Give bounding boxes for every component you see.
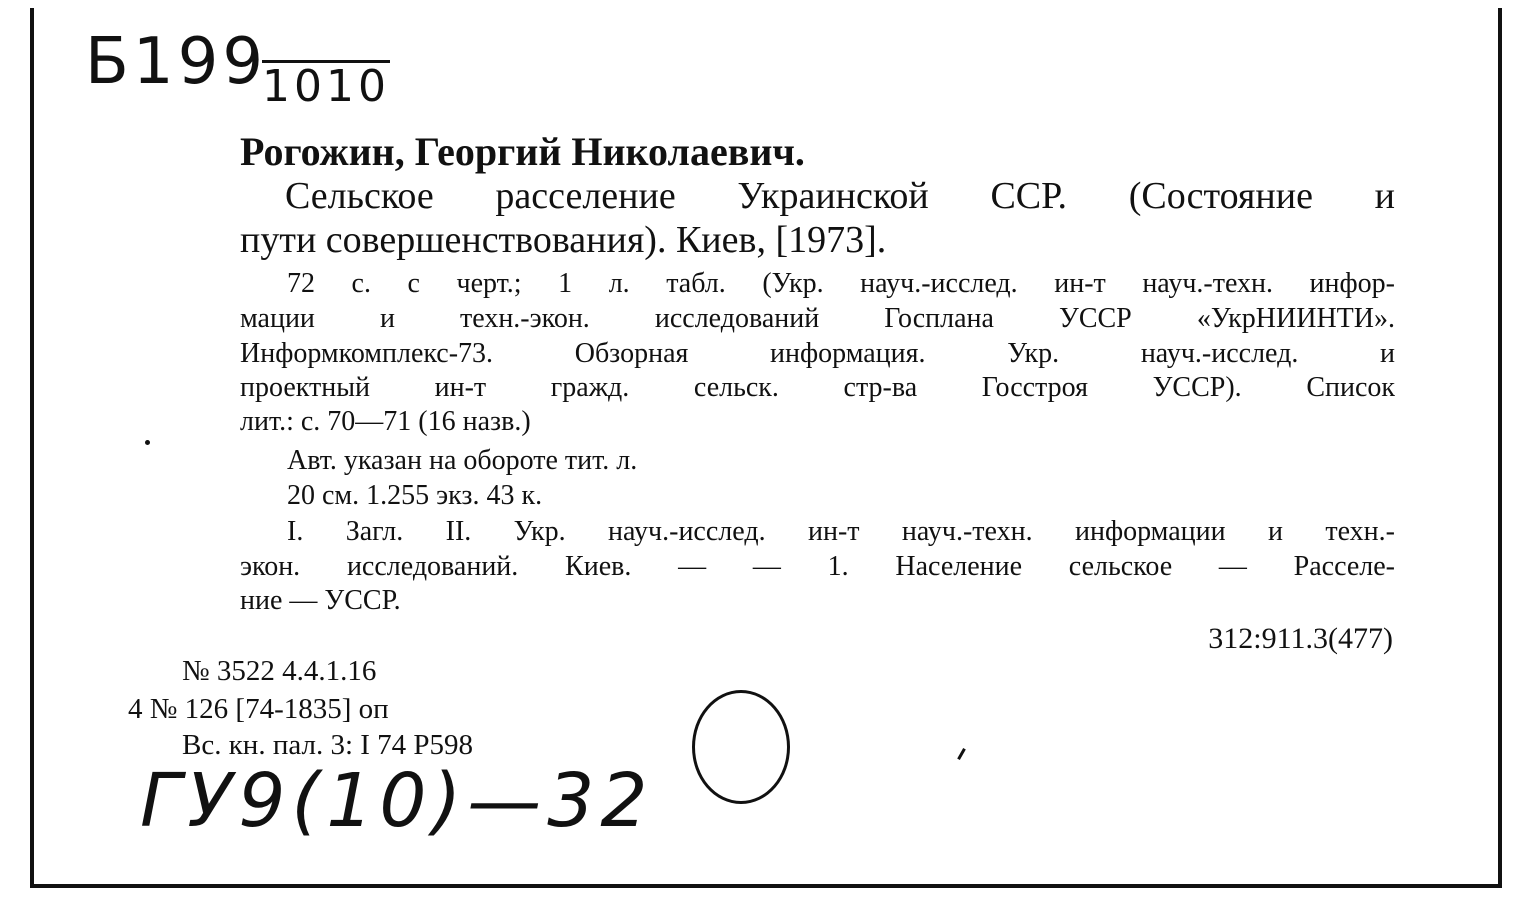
author-heading: Рогожин, Георгий Николаевич. [240, 129, 805, 174]
description-line-1: 72 с. с черт.; 1 л. табл. (Укр. науч.-исслед. ин-т науч.-техн. инфор- [287, 268, 1395, 299]
description-line-5: лит.: с. 70—71 (16 назв.) [240, 406, 531, 437]
tracing-line-2: экон. исследований. Киев. — — 1. Население сельское — Расселе- [240, 551, 1395, 582]
stamp-circle [692, 690, 790, 804]
call-number: ГУ9(10)—32 [140, 758, 654, 844]
shelf-mark: Б199 [85, 25, 268, 99]
registration-line-3: Вс. кн. пал. 3: I 74 Р598 [182, 729, 474, 761]
description-line-2: мации и техн.-экон. исследований Госплана УССР «УкрНИИНТИ». [240, 303, 1395, 334]
title-line-2: пути совершенствования). Киев, [1973]. [240, 219, 887, 261]
shelf-mark-fraction: 1010 [262, 61, 390, 112]
registration-line-2: 4 № 126 [74-1835] оп [128, 693, 389, 725]
note-author: Авт. указан на обороте тит. л. [287, 445, 638, 476]
description-line-4: проектный ин-т гражд. сельск. стр-ва Госстроя УССР). Список [240, 372, 1395, 403]
registration-line-1: № 3522 4.4.1.16 [182, 655, 377, 687]
ink-dot [145, 440, 150, 445]
udc-number: 312:911.3(477) [1208, 622, 1393, 655]
title-line-1: Сельское расселение Украинской ССР. (Состояние и [285, 175, 1395, 217]
note-physical: 20 см. 1.255 экз. 43 к. [287, 480, 543, 511]
tracing-line-3: ние — УССР. [240, 585, 401, 616]
tracing-line-1: I. Загл. II. Укр. науч.-исслед. ин-т науч.-техн. информации и техн.- [287, 516, 1395, 547]
description-line-3: Информкомплекс-73. Обзорная информация. Укр. науч.-исслед. и [240, 338, 1395, 369]
